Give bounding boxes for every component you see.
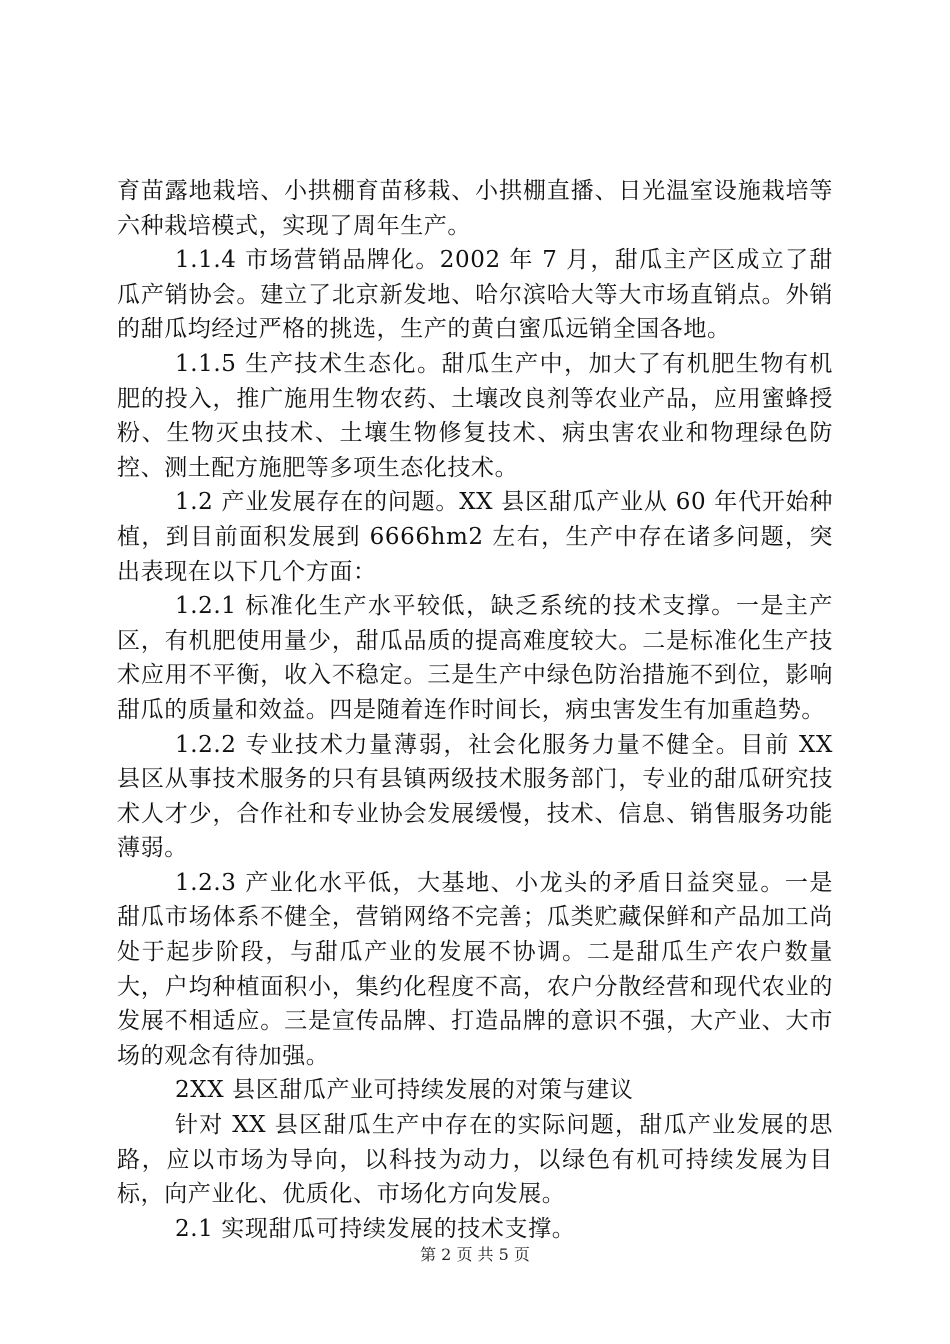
paragraph-section-1-2: 1.2 产业发展存在的问题。XX 县区甜瓜产业从 60 年代开始种植，到目前面积发展到 6666hm2 左右，生产中存在诸多问题，突出表现在以下几个方面： <box>117 489 833 585</box>
paragraph-section-2-1: 2.1 实现甜瓜可持续发展的技术支撑。 <box>175 1215 576 1242</box>
paragraph-section-1-2-1: 1.2.1 标准化生产水平较低，缺乏系统的技术支撑。一是主产区，有机肥使用量少，甜瓜品质的提高难度较大。二是标准化生产技术应用不平衡，收入不稳定。三是生产中绿色防治措施不到位，影响甜瓜的质量和效益。四是随着连作时间长，病虫害发生有加重趋势。 <box>117 593 833 723</box>
paragraph: 育苗露地栽培、小拱棚育苗移栽、小拱棚直播、日光温室设施栽培等六种栽培模式，实现了周年生产。 <box>117 178 833 239</box>
paragraph-section-1-1-4: 1.1.4 市场营销品牌化。2002 年 7 月，甜瓜主产区成立了甜瓜产销协会。建立了北京新发地、哈尔滨哈大等大市场直销点。外销的甜瓜均经过严格的挑选，生产的黄白蜜瓜远销全国各地。 <box>117 247 833 343</box>
paragraph-section-1-1-5: 1.1.5 生产技术生态化。甜瓜生产中，加大了有机肥生物有机肥的投入，推广施用生物农药、土壤改良剂等农业产品，应用蜜蜂授粉、生物灭虫技术、土壤生物修复技术、病虫害农业和物理绿色防控、测土配方施肥等多项生态化技术。 <box>117 350 833 481</box>
page-footer: 第 2 页 共 5 页 <box>420 1245 530 1264</box>
section-heading-2: 2XX 县区甜瓜产业可持续发展的对策与建议 <box>175 1077 634 1104</box>
paragraph-section-1-2-2: 1.2.2 专业技术力量薄弱，社会化服务力量不健全。目前 XX 县区从事技术服务的只有县镇两级技术服务部门，专业的甜瓜研究技术人才少，合作社和专业协会发展缓慢，技术、信息、销售服务功能薄弱。 <box>117 731 833 862</box>
paragraph-section-2-intro: 针对 XX 县区甜瓜生产中存在的实际问题，甜瓜产业发展的思路，应以市场为导向，以科技为动力，以绿色有机可持续发展为目标，向产业化、优质化、市场化方向发展。 <box>117 1112 833 1208</box>
document-body <box>117 174 833 1246</box>
paragraph-section-1-2-3: 1.2.3 产业化水平低，大基地、小龙头的矛盾日益突显。一是甜瓜市场体系不健全，营销网络不完善；瓜类贮藏保鲜和产品加工尚处于起步阶段，与甜瓜产业的发展不协调。二是甜瓜生产农户数量大，户均种植面积小，集约化程度不高，农户分散经营和现代农业的发展不相适应。三是宣传品牌、打造品牌的意识不强，大产业、大市场的观念有待加强。 <box>117 869 833 1069</box>
